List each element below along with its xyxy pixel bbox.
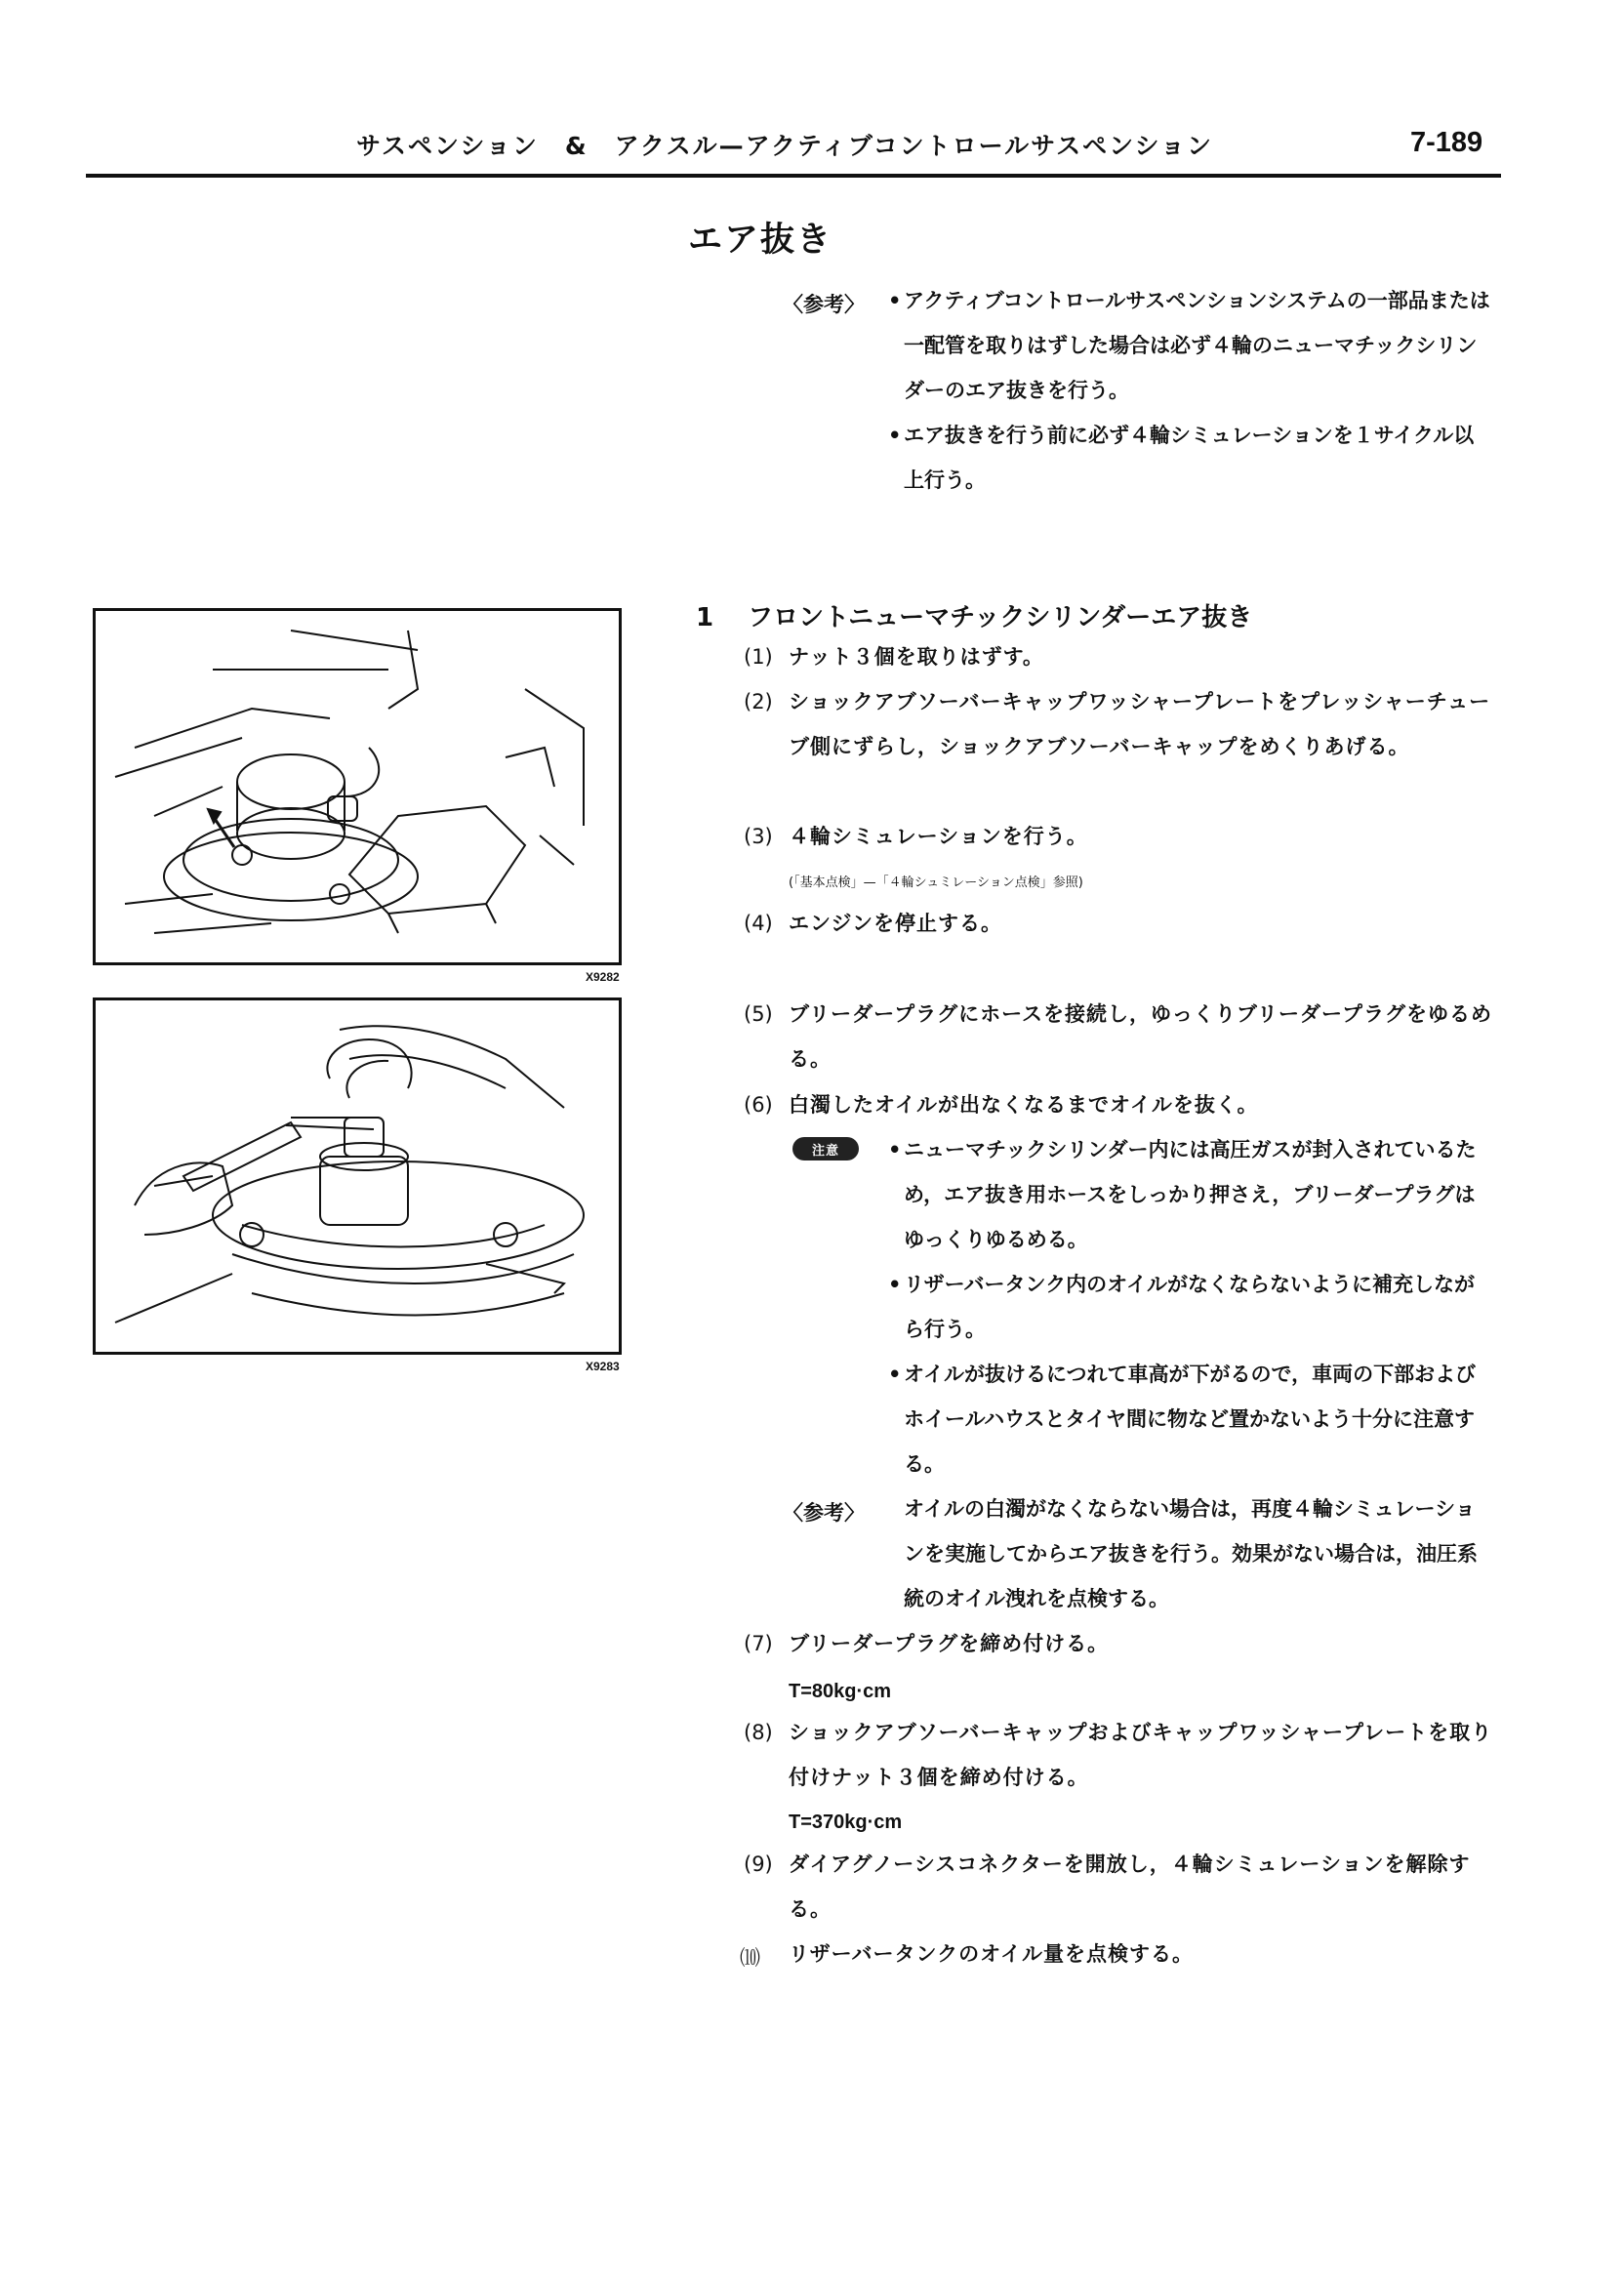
step-number: ⑽: [740, 1946, 760, 1970]
step-number: (8): [744, 1721, 773, 1744]
intro-note-bullet-2: エア抜きを行う前に必ず４輪シミュレーションを１サイクル以上行う。: [904, 424, 1475, 492]
step-text: ４輪シミュレーションを行う。: [789, 825, 1088, 848]
caution-bullet-2: リザーバータンク内のオイルがなくならないように補充しながら行う。: [904, 1273, 1476, 1341]
figure-1: [93, 608, 622, 965]
figure-1-label: X9282: [586, 970, 620, 984]
figure-2-label: X9283: [586, 1360, 620, 1373]
bullet-dot: •: [888, 1363, 902, 1386]
bullet-dot: •: [888, 424, 902, 447]
intro-note-bullet-1: アクティブコントロールサスペンションシステムの一部品または一配管を取りはずした場合は必ず４輪のニューマチックシリンダーのエア抜きを行う。: [904, 289, 1490, 402]
procedure-number: 1: [696, 603, 714, 632]
intro-note-label: 〈参考〉: [783, 293, 865, 316]
procedure-heading: [696, 597, 1252, 633]
figure-2: [93, 998, 622, 1355]
section-title: エア抜き: [688, 221, 833, 260]
procedure-title: フロントニューマチックシリンダーエア抜き: [748, 603, 1253, 632]
bullet-dot: •: [888, 289, 902, 312]
page-number: 7-189: [1410, 127, 1483, 158]
bleeder-plug-wrench-icon: [96, 1000, 619, 1352]
step-8-torque: T=370kg·cm: [789, 1812, 903, 1833]
caution-icon: [792, 1137, 859, 1160]
strut-top-nut-icon: [96, 611, 619, 962]
step-text: ダイアグノーシスコネクターを開放し，４輪シミュレーションを解除する。: [789, 1852, 1471, 1921]
step-number: (7): [744, 1632, 773, 1655]
header-rule: [86, 174, 1501, 178]
caution-bullet-3: オイルが抜けるにつれて車高が下がるので，車両の下部およびホイールハウスとタイヤ間に物など置かないよう十分に注意する。: [904, 1363, 1477, 1476]
bullet-dot: •: [888, 1273, 902, 1296]
step-text: 白濁したオイルが出なくなるまでオイルを抜く。: [789, 1093, 1259, 1117]
step6-note-text: オイルの白濁がなくならない場合は，再度４輪シミュレーションを実施してからエア抜きを行う。効果がない場合は，油圧系統のオイル洩れを点検する。: [904, 1497, 1478, 1610]
bullet-dot: •: [888, 1138, 902, 1161]
step-text: リザーバータンクのオイル量を点検する。: [789, 1942, 1195, 1966]
step-3-reference: (「基本点検」—「４輪シュミレーション点検」参照): [789, 875, 1083, 890]
caution-icon-label: 注意: [811, 1143, 839, 1159]
step-text: エンジンを停止する。: [789, 912, 1002, 935]
step-text: ブリーダープラグにホースを接続し，ゆっくりブリーダープラグをゆるめる。: [789, 1002, 1492, 1071]
step-7-torque: T=80kg·cm: [789, 1681, 892, 1702]
step-text: ショックアブソーバーキャップワッシャープレートをプレッシャーチューブ側にずらし，ショックアブソーバーキャップをめくりあげる。: [789, 690, 1491, 758]
step-text: ショックアブソーバーキャップおよびキャップワッシャープレートを取り付けナット３個を締め付ける。: [789, 1721, 1493, 1789]
step-number: (9): [744, 1852, 773, 1876]
step-number: (4): [744, 912, 773, 935]
step-text: ブリーダープラグを締め付ける。: [789, 1632, 1110, 1655]
step6-note-label: 〈参考〉: [783, 1501, 865, 1525]
step-number: (6): [744, 1093, 773, 1117]
step-number: (2): [744, 690, 773, 713]
step-text: ナット３個を取りはずす。: [789, 645, 1044, 669]
step-number: (1): [744, 645, 773, 669]
step-number: (3): [744, 825, 773, 848]
step-number: (5): [744, 1002, 773, 1026]
caution-bullet-1: ニューマチックシリンダー内には高圧ガスが封入されているため，エア抜き用ホースをしっかり押さえ，ブリーダープラグはゆっくりゆるめる。: [904, 1138, 1477, 1251]
header-title: サスペンション & アクスル—アクティブコントロールサスペンション: [356, 132, 1214, 160]
